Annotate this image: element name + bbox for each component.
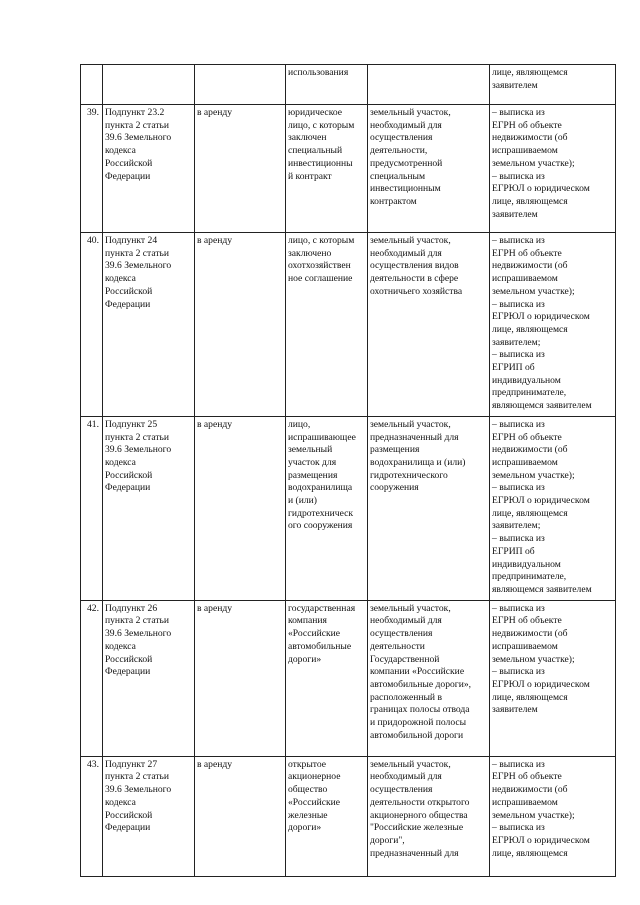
cell-text-line: Российской <box>105 809 153 821</box>
cell-text-line: заявителем <box>492 704 538 716</box>
cell-text-line: охотхозяйствен <box>288 260 351 272</box>
cell-text-line: и (или) <box>288 495 317 507</box>
cell-text-line: 39.6 Земельного <box>105 260 172 272</box>
cell-text-line: кодекса <box>105 456 136 468</box>
cell-text-line: пункта 2 статьи <box>105 119 170 131</box>
table-row <box>81 416 616 600</box>
cell-text-line: необходимый для <box>370 247 442 259</box>
cell-text-line: являющемся заявителем <box>492 583 592 595</box>
cell-text-line: инвестиционным <box>370 183 441 195</box>
cell-text-line: деятельности, <box>370 145 428 157</box>
cell-text-line: ЕГРН об объекте <box>492 431 562 443</box>
cell-text-line: ЕГРЮЛ о юридическом <box>492 311 590 323</box>
row-number-cell <box>81 600 103 756</box>
cell-text-line: заявителем <box>492 208 538 220</box>
cell-text-line: границах полосы отвода <box>370 704 470 716</box>
cell-text-line: – выписка из <box>492 533 545 545</box>
cell-text-line: специальный <box>288 145 343 157</box>
legal-basis-cell <box>103 105 195 233</box>
cell-text-line: Федерации <box>105 170 151 182</box>
table-row <box>81 65 616 105</box>
cell-text-line: 39.6 Земельного <box>105 628 172 640</box>
cell-text-line: сооружения <box>370 482 419 494</box>
cell-text-line: гидротехническ <box>288 507 354 519</box>
cell-text-line: автомобильной дороги <box>370 729 464 741</box>
cell-text-line: осуществления <box>370 784 433 796</box>
table-row <box>81 756 616 876</box>
cell-text-line: инвестиционны <box>288 157 353 169</box>
land-plot-purpose-cell <box>368 756 490 876</box>
cell-text-line: ное соглашение <box>288 273 353 285</box>
cell-text-line: автомобильные дороги», <box>370 678 472 690</box>
cell-text-line: 39.6 Земельного <box>105 444 172 456</box>
cell-text-line: – выписка из <box>492 349 545 361</box>
land-plot-purpose-cell <box>368 600 490 756</box>
cell-text-line: недвижимости (об <box>492 628 568 640</box>
cell-text-line: испрашиваемом <box>492 145 558 157</box>
cell-text-line: земельный <box>288 444 333 456</box>
cell-text-line: лицо, с которым <box>288 235 355 246</box>
cell-text-line: пункта 2 статьи <box>105 771 170 783</box>
cell-text-line: земельном участке); <box>492 285 575 297</box>
cell-text-line: пункта 2 статьи <box>105 431 170 443</box>
cell-text-line: земельный участок, <box>370 602 451 614</box>
cell-text-line: необходимый для <box>370 771 442 783</box>
land-plot-purpose-cell <box>368 65 490 105</box>
cell-text-line: в аренду <box>197 758 233 770</box>
cell-text-line: – выписка из <box>492 758 545 770</box>
cell-text-line: размещения <box>288 469 338 481</box>
cell-text-line: открытое <box>288 758 327 770</box>
cell-text-line: государственная <box>288 602 356 614</box>
row-number: 42. <box>87 602 99 614</box>
cell-text-line: заявителем <box>492 79 538 91</box>
cell-text-line: деятельности <box>370 640 425 652</box>
cell-text-line: автомобильные <box>288 640 352 652</box>
cell-text-line: водохранилища <box>288 482 353 494</box>
cell-text-line: заявителем; <box>492 336 541 348</box>
cell-text-line: – выписка из <box>492 418 545 430</box>
cell-text-line: Российской <box>105 653 153 665</box>
applicant-cell <box>286 600 368 756</box>
cell-text-line: Подпункт 23.2 <box>105 107 165 118</box>
cell-text-line: акционерное <box>288 771 341 783</box>
row-number-cell <box>81 756 103 876</box>
cell-text-line: Государственной <box>370 653 440 665</box>
cell-text-line: «Российские <box>288 796 341 808</box>
cell-text-line: необходимый для <box>370 615 442 627</box>
legal-basis-cell <box>103 600 195 756</box>
cell-text-line: лице, являющемся <box>492 195 568 207</box>
cell-text-line: Подпункт 26 <box>105 602 158 614</box>
cell-text-line: испрашиваемом <box>492 640 558 652</box>
cell-text-line: «Российские <box>288 628 341 640</box>
cell-text-line: дороги", <box>370 834 405 846</box>
cell-text-line: испрашиваемом <box>492 456 558 468</box>
cell-text-line: предусмотренной <box>370 157 443 169</box>
cell-text-line: ЕГРН об объекте <box>492 771 562 783</box>
row-number-cell <box>81 65 103 105</box>
cell-text-line: недвижимости (об <box>492 132 568 144</box>
cell-text-line: лицо, с которым <box>288 119 355 131</box>
cell-text-line: земельный участок, <box>370 418 451 430</box>
cell-text-line: расположенный в <box>370 691 442 703</box>
cell-text-line: Российской <box>105 157 153 169</box>
row-number-cell <box>81 416 103 600</box>
cell-text-line: лице, являющемся <box>492 323 568 335</box>
land-plot-purpose-cell <box>368 105 490 233</box>
cell-text-line: – выписка из <box>492 666 545 678</box>
cell-text-line: земельный участок, <box>370 107 451 118</box>
row-number: 41. <box>87 418 99 430</box>
cell-text-line: индивидуальном <box>492 558 561 570</box>
cell-text-line: осуществления <box>370 628 433 640</box>
applicant-cell <box>286 105 368 233</box>
cell-text-line: Федерации <box>105 822 151 834</box>
cell-text-line: компании «Российские <box>370 666 465 678</box>
right-type-cell <box>195 105 286 233</box>
table-row <box>81 600 616 756</box>
land-plot-purpose-cell <box>368 233 490 417</box>
cell-text-line: ЕГРН об объекте <box>492 119 562 131</box>
cell-text-line: ого сооружения <box>288 520 353 532</box>
right-type-cell <box>195 65 286 105</box>
cell-text-line: кодекса <box>105 640 136 652</box>
cell-text-line: и придорожной полосы <box>370 717 467 729</box>
cell-text-line: охотничьего хозяйства <box>370 285 463 297</box>
right-type-cell <box>195 416 286 600</box>
cell-text-line: осуществления видов <box>370 260 459 272</box>
legal-basis-cell <box>103 233 195 417</box>
cell-text-line: лице, являющемся <box>492 691 568 703</box>
cell-text-line: ЕГРЮЛ о юридическом <box>492 834 590 846</box>
cell-text-line: земельный участок, <box>370 235 451 246</box>
cell-text-line: в аренду <box>197 107 233 118</box>
cell-text-line: Подпункт 25 <box>105 418 158 430</box>
cell-text-line: испрашиваемом <box>492 796 558 808</box>
cell-text-line: железные <box>288 809 328 821</box>
cell-text-line: предназначенный для <box>370 847 459 859</box>
cell-text-line: использования <box>288 67 349 78</box>
cell-text-line: – выписка из <box>492 107 545 118</box>
right-type-cell <box>195 233 286 417</box>
required-documents-cell <box>490 233 616 417</box>
cell-text-line: "Российские железные <box>370 822 464 834</box>
cell-text-line: земельном участке); <box>492 653 575 665</box>
cell-text-line: – выписка из <box>492 822 545 834</box>
right-type-cell <box>195 756 286 876</box>
cell-text-line: деятельности открытого <box>370 796 470 808</box>
cell-text-line: – выписка из <box>492 298 545 310</box>
cell-text-line: в аренду <box>197 602 233 614</box>
cell-text-line: деятельности в сфере <box>370 273 459 285</box>
cell-text-line: испрашиваемом <box>492 273 558 285</box>
applicant-cell <box>286 416 368 600</box>
required-documents-cell <box>490 105 616 233</box>
cell-text-line: Российской <box>105 469 153 481</box>
cell-text-line: в аренду <box>197 235 233 246</box>
cell-text-line: компания <box>288 615 327 627</box>
cell-text-line: ЕГРИП об <box>492 545 535 557</box>
cell-text-line: предпринимателе, <box>492 571 567 583</box>
legal-basis-cell <box>103 756 195 876</box>
required-documents-cell <box>490 756 616 876</box>
required-documents-cell <box>490 416 616 600</box>
row-number-cell <box>81 105 103 233</box>
cell-text-line: Федерации <box>105 666 151 678</box>
cell-text-line: Российской <box>105 285 153 297</box>
legal-basis-cell <box>103 416 195 600</box>
cell-text-line: кодекса <box>105 273 136 285</box>
cell-text-line: предпринимателе, <box>492 387 567 399</box>
cell-text-line: осуществления <box>370 132 433 144</box>
right-type-cell <box>195 600 286 756</box>
cell-text-line: заключен <box>288 132 327 144</box>
table-row <box>81 105 616 233</box>
applicant-cell <box>286 65 368 105</box>
cell-text-line: являющемся заявителем <box>492 400 592 412</box>
required-documents-cell <box>490 600 616 756</box>
cell-text-line: ЕГРЮЛ о юридическом <box>492 678 590 690</box>
cell-text-line: 39.6 Земельного <box>105 132 172 144</box>
cell-text-line: – выписка из <box>492 602 545 614</box>
table-row <box>81 233 616 417</box>
cell-text-line: водохранилища и (или) <box>370 456 466 468</box>
cell-text-line: ЕГРН об объекте <box>492 615 562 627</box>
cell-text-line: предназначенный для <box>370 431 459 443</box>
land-plot-purpose-cell <box>368 416 490 600</box>
cell-text-line: заключено <box>288 247 332 259</box>
cell-text-line: 39.6 Земельного <box>105 784 172 796</box>
cell-text-line: – выписка из <box>492 482 545 494</box>
cell-text-line: Федерации <box>105 298 151 310</box>
cell-text-line: пункта 2 статьи <box>105 615 170 627</box>
cell-text-line: гидротехнического <box>370 469 448 481</box>
cell-text-line: й контракт <box>288 170 332 182</box>
applicant-cell <box>286 233 368 417</box>
cell-text-line: кодекса <box>105 145 136 157</box>
cell-text-line: акционерного общества <box>370 809 468 821</box>
cell-text-line: недвижимости (об <box>492 784 568 796</box>
legal-basis-cell <box>103 65 195 105</box>
cell-text-line: дороги» <box>288 653 322 665</box>
cell-text-line: недвижимости (об <box>492 260 568 272</box>
cell-text-line: земельном участке); <box>492 809 575 821</box>
cell-text-line: земельном участке); <box>492 157 575 169</box>
cell-text-line: лице, являющемся <box>492 847 568 859</box>
applicant-cell <box>286 756 368 876</box>
cell-text-line: лице, являющемся <box>492 67 568 78</box>
cell-text-line: – выписка из <box>492 235 545 246</box>
cell-text-line: лицо, <box>288 418 311 430</box>
cell-text-line: в аренду <box>197 418 233 430</box>
cell-text-line: Подпункт 24 <box>105 235 158 246</box>
cell-text-line: Подпункт 27 <box>105 758 158 770</box>
cell-text-line: – выписка из <box>492 170 545 182</box>
cell-text-line: размещения <box>370 444 420 456</box>
cell-text-line: заявителем; <box>492 520 541 532</box>
cell-text-line: лице, являющемся <box>492 507 568 519</box>
row-number: 39. <box>87 107 99 118</box>
cell-text-line: индивидуальном <box>492 374 561 386</box>
table-body <box>81 65 616 877</box>
row-number: 40. <box>87 235 99 246</box>
cell-text-line: контрактом <box>370 195 417 207</box>
cell-text-line: ЕГРЮЛ о юридическом <box>492 183 590 195</box>
cell-text-line: испрашивающее <box>288 431 356 443</box>
cell-text-line: юридическое <box>288 107 343 118</box>
cell-text-line: земельном участке); <box>492 469 575 481</box>
cell-text-line: кодекса <box>105 796 136 808</box>
cell-text-line: участок для <box>288 456 337 468</box>
cell-text-line: ЕГРН об объекте <box>492 247 562 259</box>
row-number-cell <box>81 233 103 417</box>
cell-text-line: специальным <box>370 170 426 182</box>
cell-text-line: дороги» <box>288 822 322 834</box>
cell-text-line: пункта 2 статьи <box>105 247 170 259</box>
required-documents-cell <box>490 65 616 105</box>
cell-text-line: общество <box>288 784 328 796</box>
cell-text-line: ЕГРИП об <box>492 362 535 374</box>
cell-text-line: ЕГРЮЛ о юридическом <box>492 495 590 507</box>
row-number: 43. <box>87 758 99 770</box>
land-documents-table <box>80 64 616 877</box>
cell-text-line: недвижимости (об <box>492 444 568 456</box>
cell-text-line: Федерации <box>105 482 151 494</box>
cell-text-line: необходимый для <box>370 119 442 131</box>
cell-text-line: земельный участок, <box>370 758 451 770</box>
